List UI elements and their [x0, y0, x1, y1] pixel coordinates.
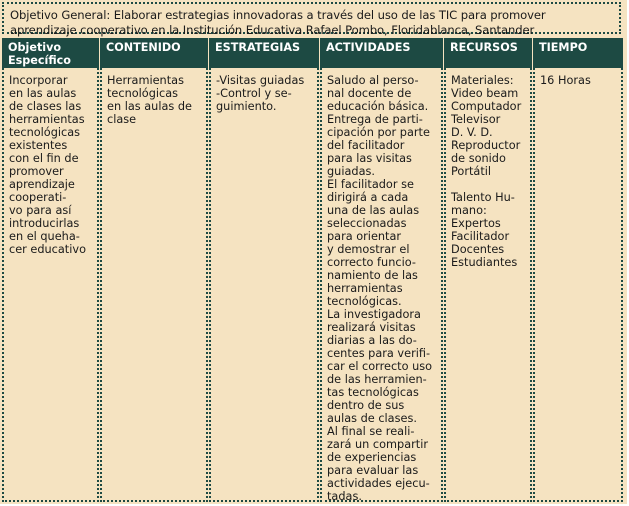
column-contenido: [100, 38, 208, 502]
spacer: [451, 178, 527, 191]
column-tiempo: [533, 38, 623, 502]
objetivo-line: en las aulas: [9, 87, 77, 100]
actividades-line: y demostrar el: [327, 243, 410, 256]
actividades-line: tadas.: [327, 490, 362, 503]
actividades-line: para orientar: [327, 230, 402, 243]
cell-estrategias: [209, 68, 319, 502]
header-tiempo: TIEMPO: [533, 38, 623, 68]
actividades-line: correcto funcio-: [327, 256, 416, 269]
actividades-line: seleccionadas: [327, 217, 407, 230]
recursos-materiales-line: de sonido: [451, 152, 506, 165]
objetivo-general-line: aprendizaje cooperativo en la Institución Educativa Rafael Pombo, Floridablanca, Santander: [10, 23, 535, 37]
objetivo-general: [2, 2, 621, 37]
recursos-talento-line: mano:: [451, 204, 487, 217]
recursos-talento-line: Expertos: [451, 217, 501, 230]
objetivo-line: promover: [9, 165, 64, 178]
recursos-materiales-line: Materiales:: [451, 74, 514, 87]
actividades-line: tecnológicas.: [327, 295, 402, 308]
actividades-line: diarias a las do-: [327, 334, 417, 347]
actividades-line: Entrega de parti-: [327, 113, 423, 126]
objetivo-line: existentes: [9, 139, 68, 152]
actividades-line: de experiencias: [327, 451, 417, 464]
column-objetivo-especifico: [2, 38, 99, 502]
recursos-talento-line: Docentes: [451, 243, 505, 256]
header-actividades: ACTIVIDADES: [320, 38, 443, 68]
actividades-line: zará un compartir: [327, 438, 428, 451]
header-recursos: RECURSOS: [444, 38, 532, 68]
actividades-line: del facilitador: [327, 139, 405, 152]
estrategias-line: -Visitas guiadas: [216, 74, 305, 87]
recursos-materiales-line: Reproductor: [451, 139, 521, 152]
objetivo-line: de clases las: [9, 100, 82, 113]
estrategias-line: guimiento.: [216, 100, 277, 113]
header-line: Objetivo: [8, 41, 62, 54]
actividades-line: una de las aulas: [327, 204, 420, 217]
objetivo-line: en el queha-: [9, 230, 80, 243]
recursos-talento-line: Estudiantes: [451, 256, 518, 269]
cell-recursos: [444, 68, 532, 502]
column-estrategias: [209, 38, 319, 502]
objetivo-line: vo para así: [9, 204, 72, 217]
objetivo-line: herramientas: [9, 113, 85, 126]
actividades-line: de las herramien-: [327, 373, 427, 386]
header-contenido: CONTENIDO: [100, 38, 208, 68]
objetivo-line: introducirlas: [9, 217, 80, 230]
recursos-talento-line: Talento Hu-: [451, 191, 515, 204]
objetivo-line: cooperati-: [9, 191, 67, 204]
recursos-materiales-line: Video beam: [451, 87, 519, 100]
actividades-line: centes para verifi-: [327, 347, 431, 360]
actividades-line: guiadas.: [327, 165, 375, 178]
actividades-line: Saludo al perso-: [327, 74, 419, 87]
contenido-line: Herramientas: [107, 74, 184, 87]
actividades-line: namiento de las: [327, 269, 418, 282]
objetivo-line: Incorporar: [9, 74, 68, 87]
contenido-line: clase: [107, 113, 137, 126]
cell-actividades: [320, 68, 443, 502]
objetivo-line: tecnológicas: [9, 126, 81, 139]
actividades-line: dirigirá a cada: [327, 191, 409, 204]
actividades-line: actividades ejecu-: [327, 477, 430, 490]
recursos-materiales-line: Computador: [451, 100, 522, 113]
actividades-line: para las visitas: [327, 152, 412, 165]
actividades-line: El facilitador se: [327, 178, 414, 191]
actividades-line: tas tecnológicas: [327, 386, 419, 399]
header-objetivo-especifico: [2, 38, 99, 68]
recursos-talento-line: Facilitador: [451, 230, 510, 243]
column-recursos: [444, 38, 532, 502]
recursos-materiales-line: D. V. D.: [451, 126, 493, 139]
contenido-line: tecnológicas: [107, 87, 179, 100]
actividades-line: educación básica.: [327, 100, 429, 113]
recursos-materiales-line: Televisor: [451, 113, 501, 126]
header-line: Específico: [8, 54, 71, 67]
actividades-line: car el correcto uso: [327, 360, 433, 373]
actividades-line: La investigadora: [327, 308, 421, 321]
column-actividades: [320, 38, 443, 502]
objetivo-line: con el fin de: [9, 152, 79, 165]
actividades-line: para evaluar las: [327, 464, 419, 477]
estrategias-line: -Control y se-: [216, 87, 292, 100]
actividades-line: dentro de sus: [327, 399, 405, 412]
header-estrategias: ESTRATEGIAS: [209, 38, 319, 68]
tiempo-line: 16 Horas: [540, 74, 591, 87]
actividades-line: aulas de clases.: [327, 412, 417, 425]
actividades-line: nal docente de: [327, 87, 412, 100]
objetivo-line: aprendizaje: [9, 178, 75, 191]
objetivo-general-line: Objetivo General: Elaborar estrategias innovadoras a través del uso de las TIC para promover: [10, 8, 546, 22]
cell-tiempo: [533, 68, 623, 502]
actividades-line: Al final se reali-: [327, 425, 415, 438]
contenido-line: en las aulas de: [107, 100, 192, 113]
objetivo-line: cer educativo: [9, 243, 86, 256]
actividades-line: herramientas: [327, 282, 403, 295]
cell-contenido: [100, 68, 208, 502]
cell-objetivo-especifico: [2, 68, 99, 502]
actividades-line: realizará visitas: [327, 321, 416, 334]
recursos-materiales-line: Portátil: [451, 165, 492, 178]
actividades-line: cipación por parte: [327, 126, 430, 139]
